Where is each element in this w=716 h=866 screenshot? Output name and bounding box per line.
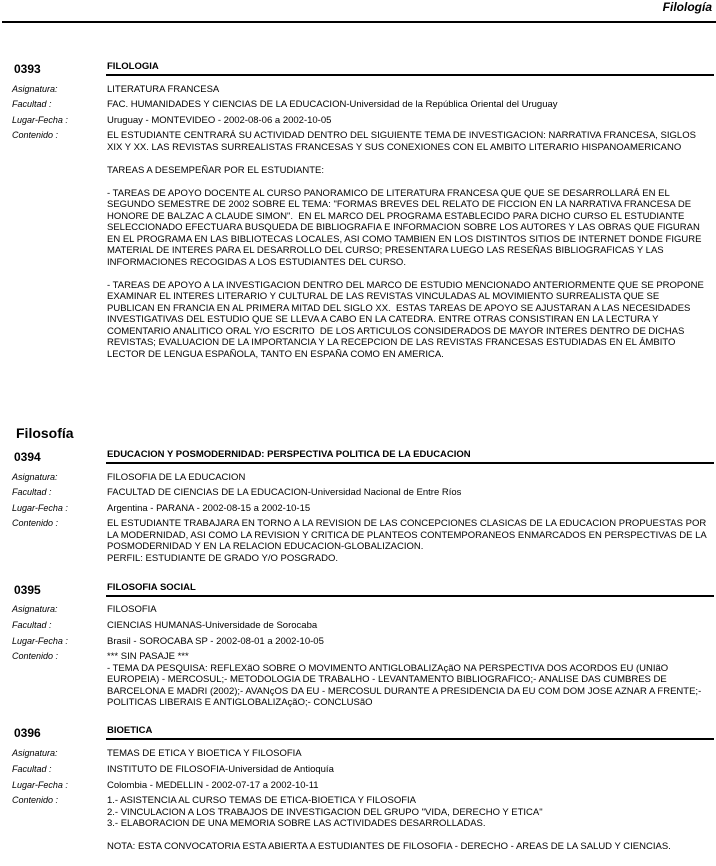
contenido-paragraph: EL ESTUDIANTE CENTRARÁ SU ACTIVIDAD DENTRO DEL SIGUIENTE TEMA DE INVESTIGACION: NARRATIVA FRANCESA, SIGLOS XIX Y XX. LAS REVISTAS SURREALISTAS FRANCESAS Y SUS CONEXIONES CON EL AMBITO LITERARIO HISPANOAMERICANO — [107, 130, 699, 153]
page-title: Filología — [662, 0, 712, 14]
entry-code: 0394 — [14, 450, 41, 464]
entry-code: 0396 — [14, 726, 41, 740]
entry-title: FILOSOFIA SOCIAL — [107, 582, 196, 593]
entry-rule — [106, 595, 714, 597]
section-title: Filosofía — [16, 425, 74, 441]
contenido-paragraph: NOTA: ESTA CONVOCATORIA ESTA ABIERTA A ESTUDIANTES DE FILOSOFIA - DERECHO - AREAS DE LA SALUD Y CIENCIAS. — [107, 841, 671, 852]
contenido-paragraph: - TAREAS DE APOYO A LA INVESTIGACION DENTRO DEL MARCO DE ESTUDIO MENCIONADO ANTERIORMENTE QUE SE PROPONE EXAMINAR EL INTERES LITERARIO Y CULTURAL DE LAS REVISTAS VINCULADAS AL MOVIMIENTO SURREALISTA QUE SE PUBLICAN EN FRANCIA EN AL PRIMERA MITAD DEL SIGLO XX. ESTAS TAREAS DE APOYO SE AJUSTARAN A LAS NECESIDADES INVESTIGATIVAS DEL ESTUDIO QUE SE LLEVA A CABO EN LA CATEDRA. ENTRE OTRAS CONSISTIRAN EN LA LECTURA Y COMENTARIO ANALITICO ORAL Y/O ESCRITO DE LOS ARTICULOS CONSIDERADOS DE MAYOR INTERES DENTRO DE DICHAS REVISTAS; EVALUACION DE LA IMPORTANCIA Y LA RECEPCION DE LAS REVISTAS FRANCESAS ESTUDIADAS EN EL ÁMBITO LECTOR DE LENGUA ESPAÑOLA, TANTO EN ESPAÑA COMO EN AMERICA. — [107, 279, 707, 360]
contenido-paragraph: - TAREAS DE APOYO DOCENTE AL CURSO PANORAMICO DE LITERATURA FRANCESA QUE QUE SE DESARROLLARÁ EN EL SEGUNDO SEMESTRE DE 2002 SOBRE EL TEMA: "FORMAS BREVES DEL RELATO DE FICCION EN LA NARRATIVA FRANCESA DE HONORE DE BALZAC A CLAUDE SIMON". EN EL MARCO DEL PROGRAMA ESTABLECIDO PARA DICHO CURSO EL ESTUDIANTE SELECCIONADO EFECTUARA BUSQUEDA DE BIBLIOGRAFIA E INFORMACION SOBRE LOS AUTORES Y LAS OBRAS QUE FIGURAN EN EL PROGRAMA EN LAS BIBLIOTECAS LOCALES, ASI COMO TAMBIEN EN LOS DISTINTOS SITIOS DE INTERNET DONDE FIGURE MATERIAL DE INTERES PARA EL DESARROLLO DEL CURSO; PRESENTARA LUEGO LAS RESEÑAS BIBLIOGRAFICAS Y LAS INFORMACIONES RECOGIDAS A LOS ESTUDIANTES DEL CURSO. — [107, 187, 705, 268]
contenido-paragraph: 1.- ASISTENCIA AL CURSO TEMAS DE ETICA-BIOETICA Y FILOSOFIA 2.- VINCULACION A LOS TRABAJOS DE INVESTIGACION DEL GRUPO "VIDA, DERECHO Y ETICA" 3.- ELABORACION DE UNA MEMORIA SOBRE LAS ACTIVIDADES DESARROLLADAS. — [107, 795, 543, 829]
contenido-paragraph: EL ESTUDIANTE TRABAJARA EN TORNO A LA REVISION DE LAS CONCEPCIONES CLASICAS DE LA EDUCACION PROPUESTAS POR LA MODERNIDAD, ASI COMO LA REVISION Y CRITICA DE PLANTEOS CONTEMPORANEOS ENMARCADOS EN PERSPECTIVAS DE LA POSMODERNIDAD Y EN LA RELACION EDUCACION-GLOBALIZACION. PERFIL: ESTUDIANTE DE GRADO Y/O POSGRADO. — [107, 518, 707, 564]
contenido-paragraph: TAREAS A DESEMPEÑAR POR EL ESTUDIANTE: — [107, 164, 324, 176]
entry-code: 0395 — [14, 583, 41, 597]
entry-rule — [106, 462, 714, 464]
entry-rule — [106, 738, 714, 740]
entry-rule — [106, 74, 714, 76]
entry-title: FILOLOGIA — [107, 61, 159, 72]
contenido-paragraph: *** SIN PASAJE *** - TEMA DA PESQUISA: REFLEXãO SOBRE O MOVIMENTO ANTIGLOBALIZAçãO NA PERSPECTIVA DOS ACORDOS EU (UNIãO EUROPEIA) - MERCOSUL;- METODOLOGIA DE TRABALHO - LEVANTAMENTO BIBLIOGRAFICO;- ANALISE DAS CUMBRES DE BARCELONA E MADRI (2002);- AVANçOS DA EU - MERCOSUL DURANTE A PRESIDENCIA DA EU COM DOM JOSE AZNAR A FRENTE;- POLITICAS LIBERAIS E ANTIGLOBALIZAçãO;- CONCLUSãO — [107, 651, 702, 708]
header-rule — [2, 21, 716, 23]
page-header — [0, 0, 716, 24]
entry-title: BIOETICA — [107, 725, 153, 736]
entry-code: 0393 — [14, 62, 41, 76]
entry-title: EDUCACION Y POSMODERNIDAD: PERSPECTIVA POLITICA DE LA EDUCACION — [107, 449, 471, 460]
